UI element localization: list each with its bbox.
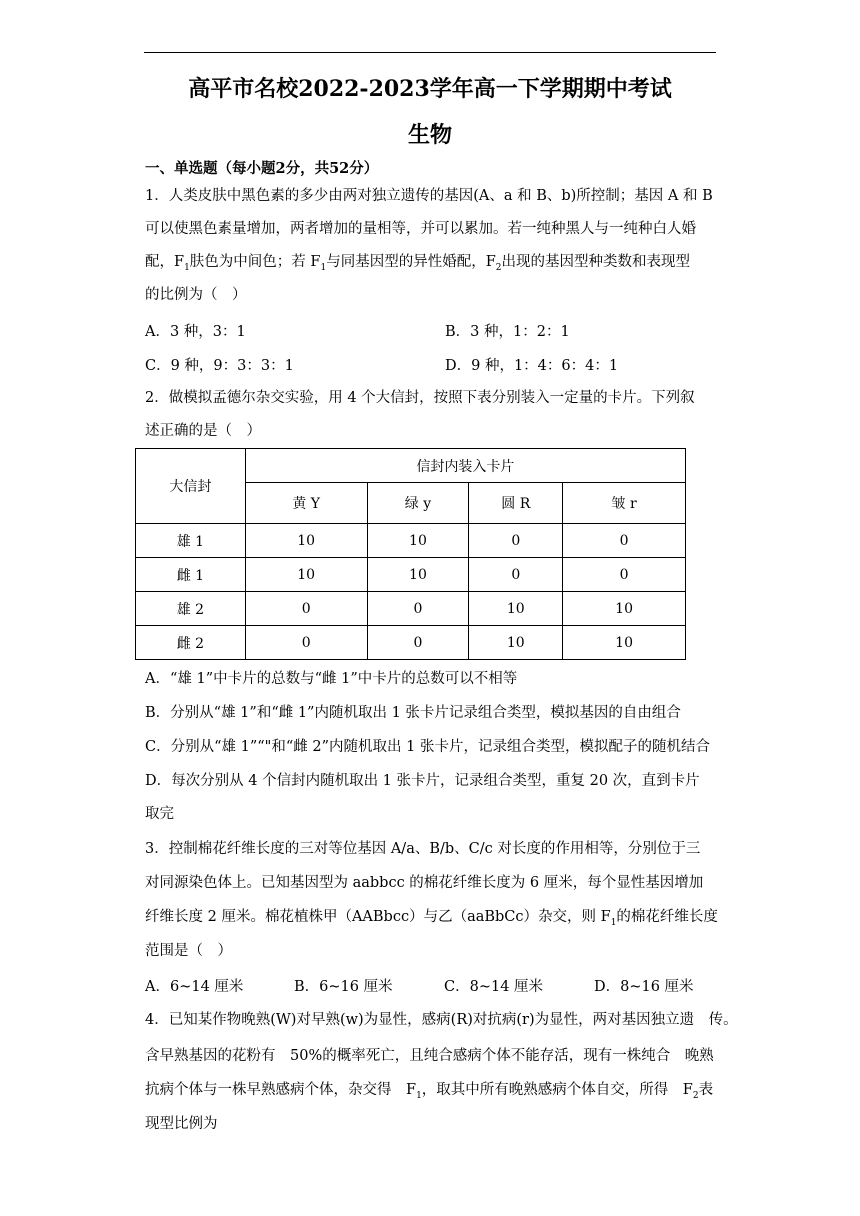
q1-option-b[interactable]: B．3 种，1：2：1 [445,324,570,340]
table-cell: 0 [367,592,469,626]
q1-sub: 2 [495,262,502,273]
table-cell: 0 [367,626,469,660]
table-cell: 0 [563,524,686,558]
q3-option-b[interactable]: B．6~16 厘米 [294,979,393,995]
q2-option-b[interactable]: B．分别从“雄 1”和“雌 1”内随机取出 1 张卡片记录组合类型，模拟基因的自由组合 [145,705,681,721]
q3-option-a[interactable]: A．6~14 厘米 [145,979,244,995]
table-row [136,524,686,558]
table-row [136,592,686,626]
column-header: 绿 y [367,483,469,524]
q1-option-c[interactable]: C．9 种，9：3：3：1 [145,358,294,374]
q3-line1: 3．控制棉花纤维长度的三对等位基因 A/a、B/b、C/c 对长度的作用相等，分别位于三 [145,841,701,857]
q1-line2: 可以使黑色素量增加，两者增加的量相等，并可以累加。若一纯种黑人与一纯种白人婚 [145,221,696,237]
q2-line2: 述正确的是（ ） [145,423,261,439]
q4-line2: 含早熟基因的花粉有 50%的概率死亡，且纯合感病个体不能存活，现有一株纯合 晚熟 [145,1048,714,1064]
q2-line1: 2．做模拟孟德尔杂交实验，用 4 个大信封，按照下表分别装入一定量的卡片。下列叙 [145,390,695,406]
column-header: 圆 R [469,483,563,524]
table-cell: 10 [563,592,686,626]
q1-line3d: 出现的基因型种类数和表现型 [501,254,690,270]
q3-line3a: 纤维长度 2 厘米。棉花植株甲（AABbcc）与乙（aaBbCc）杂交，则 F [145,909,611,925]
q2-option-d[interactable]: D．每次分别从 4 个信封内随机取出 1 张卡片，记录组合类型，重复 20 次，直到卡片 [145,773,700,789]
q1-sub: 1 [320,262,327,273]
header-rule [144,52,716,53]
table-corner: 大信封 [136,449,246,524]
q3-option-d[interactable]: D．8~16 厘米 [594,979,694,995]
row-label: 雄 1 [136,524,246,558]
q4-sub: 1 [416,1090,422,1101]
row-label: 雌 2 [136,626,246,660]
q1-option-d[interactable]: D．9 种，1：4：6：4：1 [445,358,619,374]
table-row [136,558,686,592]
q1-line3c: 与同基因型的异性婚配，F [326,254,496,270]
exam-title: 高平市名校2022-2023学年高一下学期期中考试 [188,76,672,102]
table-cell: 10 [563,626,686,660]
q4-line4: 现型比例为 [145,1116,218,1132]
table-cell: 0 [245,626,367,660]
q2-option-a[interactable]: A．“雄 1”中卡片的总数与“雌 1”中卡片的总数可以不相等 [145,671,518,687]
q1-sub: 1 [184,262,190,273]
table-group-header: 信封内装入卡片 [245,449,685,483]
q1-option-a[interactable]: A．3 种，3：1 [145,324,246,340]
q1-line3a: 配，F [145,254,185,270]
q2-option-d-cont: 取完 [145,806,174,822]
q1-line4: 的比例为（ ） [145,287,247,303]
q3-sub: 1 [610,917,617,928]
q4-line3a: 抗病个体与一株早熟感病个体，杂交得 F [145,1082,417,1098]
table-cell: 10 [367,524,469,558]
q3-line3b: 的棉花纤维长度 [616,909,718,925]
table-cell: 0 [245,592,367,626]
card-table [135,448,686,660]
q4-line3b: ，取其中所有晚熟感病个体自交，所得 F [421,1082,693,1098]
column-header: 黄 Y [245,483,367,524]
row-label: 雄 2 [136,592,246,626]
table-cell: 10 [367,558,469,592]
table-row [136,626,686,660]
q4-line1: 4．已知某作物晚熟(W)对早熟(w)为显性，感病(R)对抗病(r)为显性，两对基因独立遗 传。 [145,1012,738,1028]
subject-title: 生物 [407,122,452,148]
q1-line3b: 肤色为中间色；若 F [189,254,321,270]
column-header: 皱 r [563,483,686,524]
q3-option-c[interactable]: C．8~14 厘米 [444,979,544,995]
q3-line2: 对同源染色体上。已知基因型为 aabbcc 的棉花纤维长度为 6 厘米，每个显性基因增加 [145,875,704,891]
row-label: 雌 1 [136,558,246,592]
table-cell: 10 [469,592,563,626]
q3-line4: 范围是（ ） [145,943,232,959]
q4-sub: 2 [692,1090,699,1101]
q4-line3c: 表 [698,1082,714,1098]
table-cell: 0 [469,524,563,558]
q2-option-c[interactable]: C．分别从“雄 1”“"和“雌 2”内随机取出 1 张卡片，记录组合类型，模拟配子的随机结合 [145,739,710,755]
q1-line1: 1．人类皮肤中黑色素的多少由两对独立遗传的基因(A、a 和 B、b)所控制；基因 A 和 B [145,188,713,204]
table-cell: 10 [469,626,563,660]
table-cell: 10 [245,524,367,558]
table-cell: 0 [469,558,563,592]
section-heading: 一、单选题（每小题2分，共52分） [145,160,379,177]
table-cell: 10 [245,558,367,592]
table-cell: 0 [563,558,686,592]
